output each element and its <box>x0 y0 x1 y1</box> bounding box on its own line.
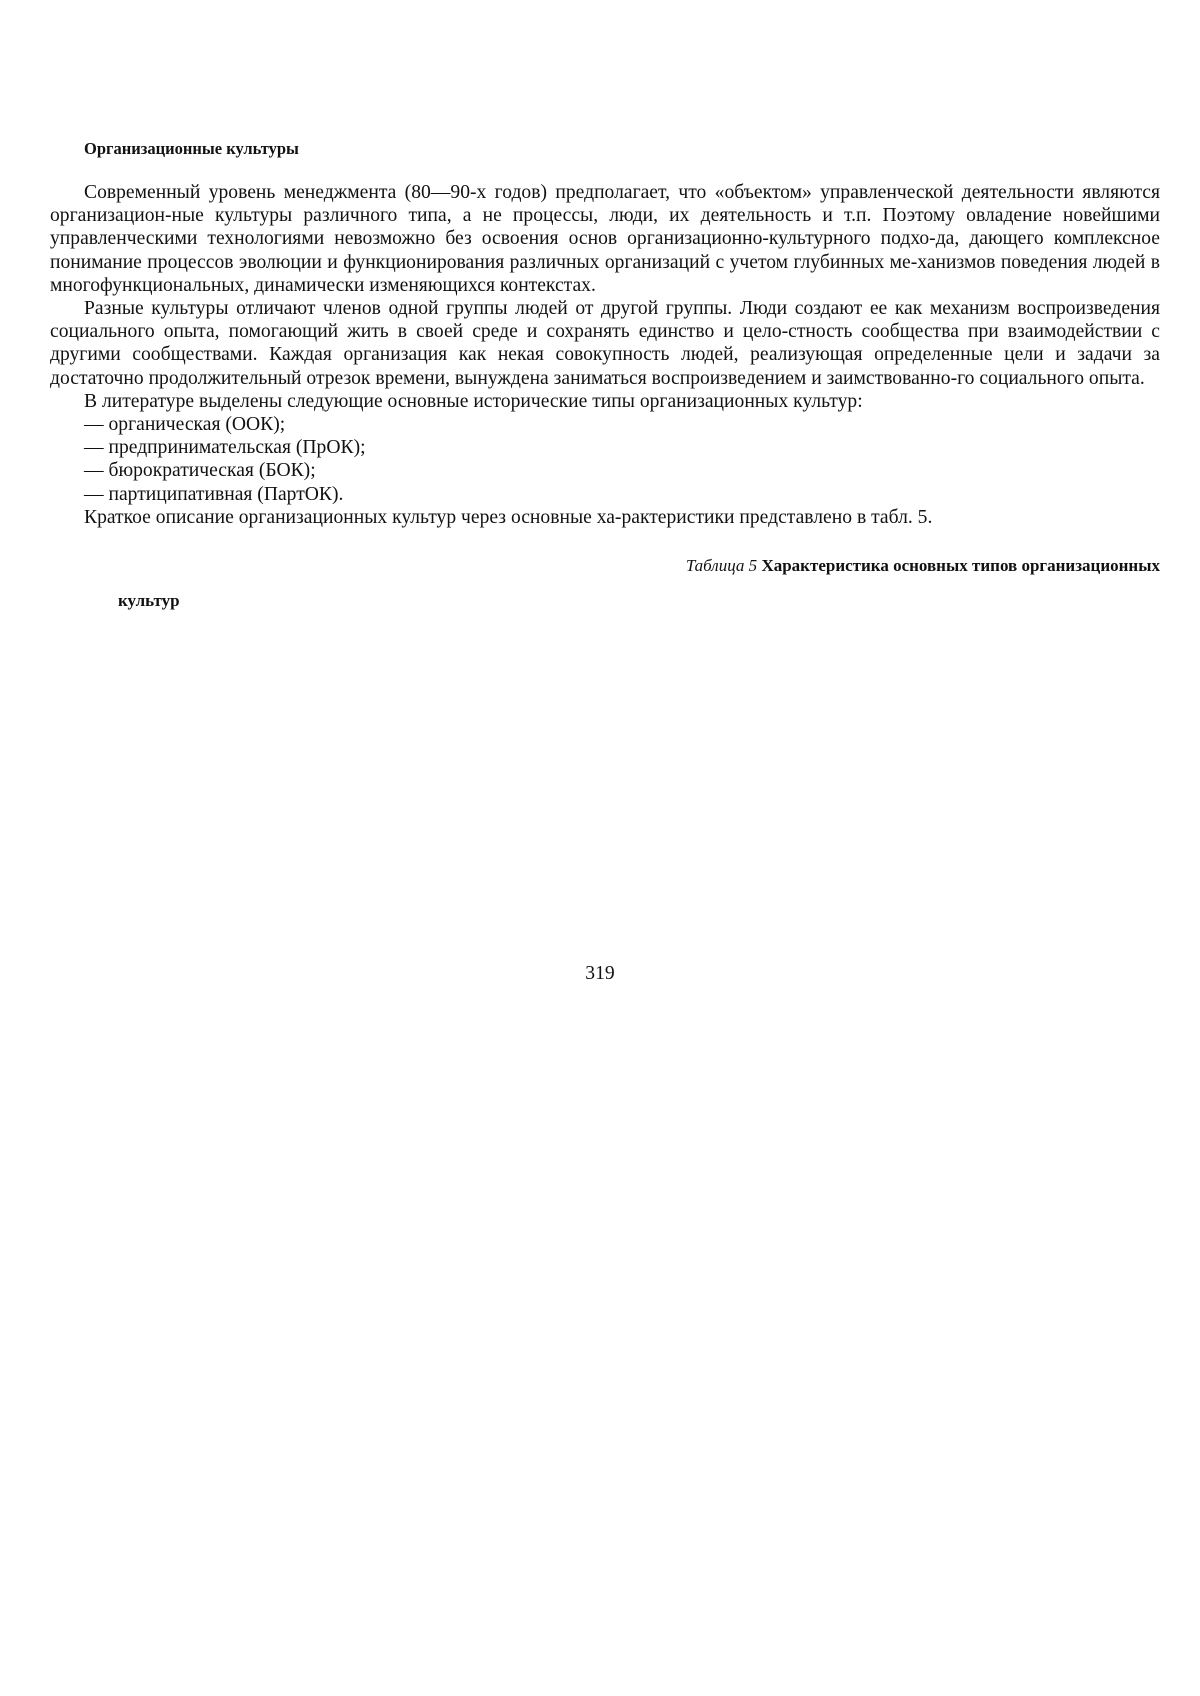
table-caption-title: Характеристика основных типов организационных <box>761 556 1160 575</box>
paragraph-1: Современный уровень менеджмента (80—90-х годов) предполагает, что «объектом» управленческой деятельности являются организацион-ные культуры различного типа, а не процессы, люди, их деятельность и т.п. Поэтому овладение новейшими управленческими технологиями невозможно без освоения основ организационно-культурного подхо-да, дающего комплексное понимание процессов эволюции и функционирования различных организаций с учетом глубинных ме-ханизмов поведения людей в многофункциональных, динамически изменяющихся контекстах. <box>50 182 1160 296</box>
table-caption <box>600 555 1160 577</box>
page-number: 319 <box>585 963 615 984</box>
body-text <box>50 181 1160 529</box>
list-item-organic: — органическая (ООК); <box>84 414 286 436</box>
list-item-participative: — партиципативная (ПартОК). <box>84 483 344 505</box>
list-item-bureaucratic: — бюрократическая (БОК); <box>84 460 316 482</box>
paragraph-2: Разные культуры отличают членов одной группы людей от другой группы. Люди создают ее как механизм воспроизведения социального опыта, помогающий жить в своей среде и сохранять единство и цело-стность сообщества при взаимодействии с другими сообществами. Каждая организация как некая совокупность людей, реализующая определенные цели и задачи за достаточно продолжительный отрезок времени, вынуждена заниматься воспроизведением и заимствованно-го социального опыта. <box>50 298 1160 389</box>
summary-text: Краткое описание организационных культур через основные ха-рактеристики представлено в табл. 5. <box>84 506 933 528</box>
list-item-entrepreneurial: — предпринимательская (ПрОК); <box>84 437 366 459</box>
table-caption-continuation: культур <box>118 591 180 610</box>
table-caption-label: Таблица 5 <box>685 556 758 575</box>
list-intro: В литературе выделены следующие основные исторические типы организационных культур: <box>84 390 863 412</box>
section-title: Организационные культуры <box>84 139 299 158</box>
